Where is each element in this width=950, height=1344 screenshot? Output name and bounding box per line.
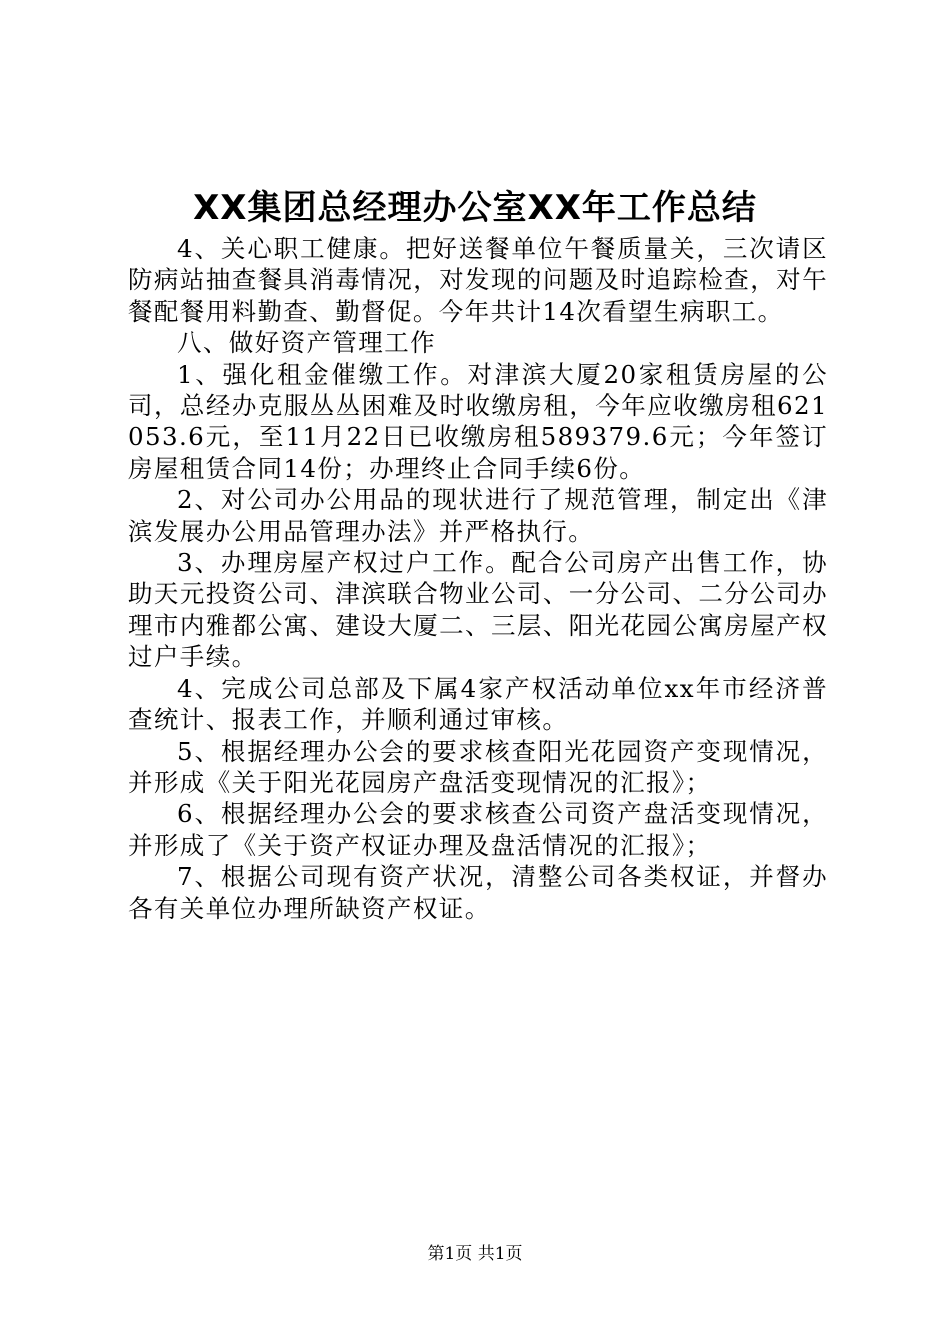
- paragraph-health: 4、关心职工健康。把好送餐单位午餐质量关，三次请区防病站抽查餐具消毒情况，对发现的问题及时追踪检查，对午餐配餐用料勤查、勤督促。今年共计14次看望生病职工。: [128, 234, 828, 326]
- document-body: [128, 233, 828, 924]
- paragraph-economic-census: 4、完成公司总部及下属4家产权活动单位xx年市经济普查统计、报表工作，并顺利通过审核。: [128, 673, 828, 735]
- section-heading-asset-management: 八、做好资产管理工作: [177, 328, 436, 358]
- paragraph-sunshine-garden-review: 5、根据经理办公会的要求核查阳光花园资产变现情况，并形成《关于阳光花园房产盘活变现情况的汇报》；: [128, 736, 828, 797]
- paragraph-asset-certificates: 7、根据公司现有资产状况，清整公司各类权证，并督办各有关单位办理所缺资产权证。: [128, 862, 828, 923]
- page-number-footer: 第1页 共1页: [427, 1244, 523, 1264]
- paragraph-asset-revitalization-review: 6、根据经理办公会的要求核查公司资产盘活变现情况，并形成了《关于资产权证办理及盘活情况的汇报》；: [128, 799, 828, 860]
- document-title: XX集团总经理办公室XX年工作总结: [193, 188, 757, 228]
- paragraph-rent-collection: 1、强化租金催缴工作。对津滨大厦20家租赁房屋的公司，总经办克服丛丛困难及时收缴房租，今年应收缴房租621053.6元，至11月22日已收缴房租589379.6元；今年签订房屋租赁合同14份；办理终止合同手续6份。: [128, 359, 828, 483]
- paragraph-office-supplies: 2、对公司办公用品的现状进行了规范管理，制定出《津滨发展办公用品管理办法》并严格执行。: [128, 485, 828, 546]
- paragraph-property-transfer: 3、办理房屋产权过户工作。配合公司房产出售工作，协助天元投资公司、津滨联合物业公司、一分公司、二分公司办理市内雅都公寓、建设大厦二、三层、阳光花园公寓房屋产权过户手续。: [128, 548, 828, 672]
